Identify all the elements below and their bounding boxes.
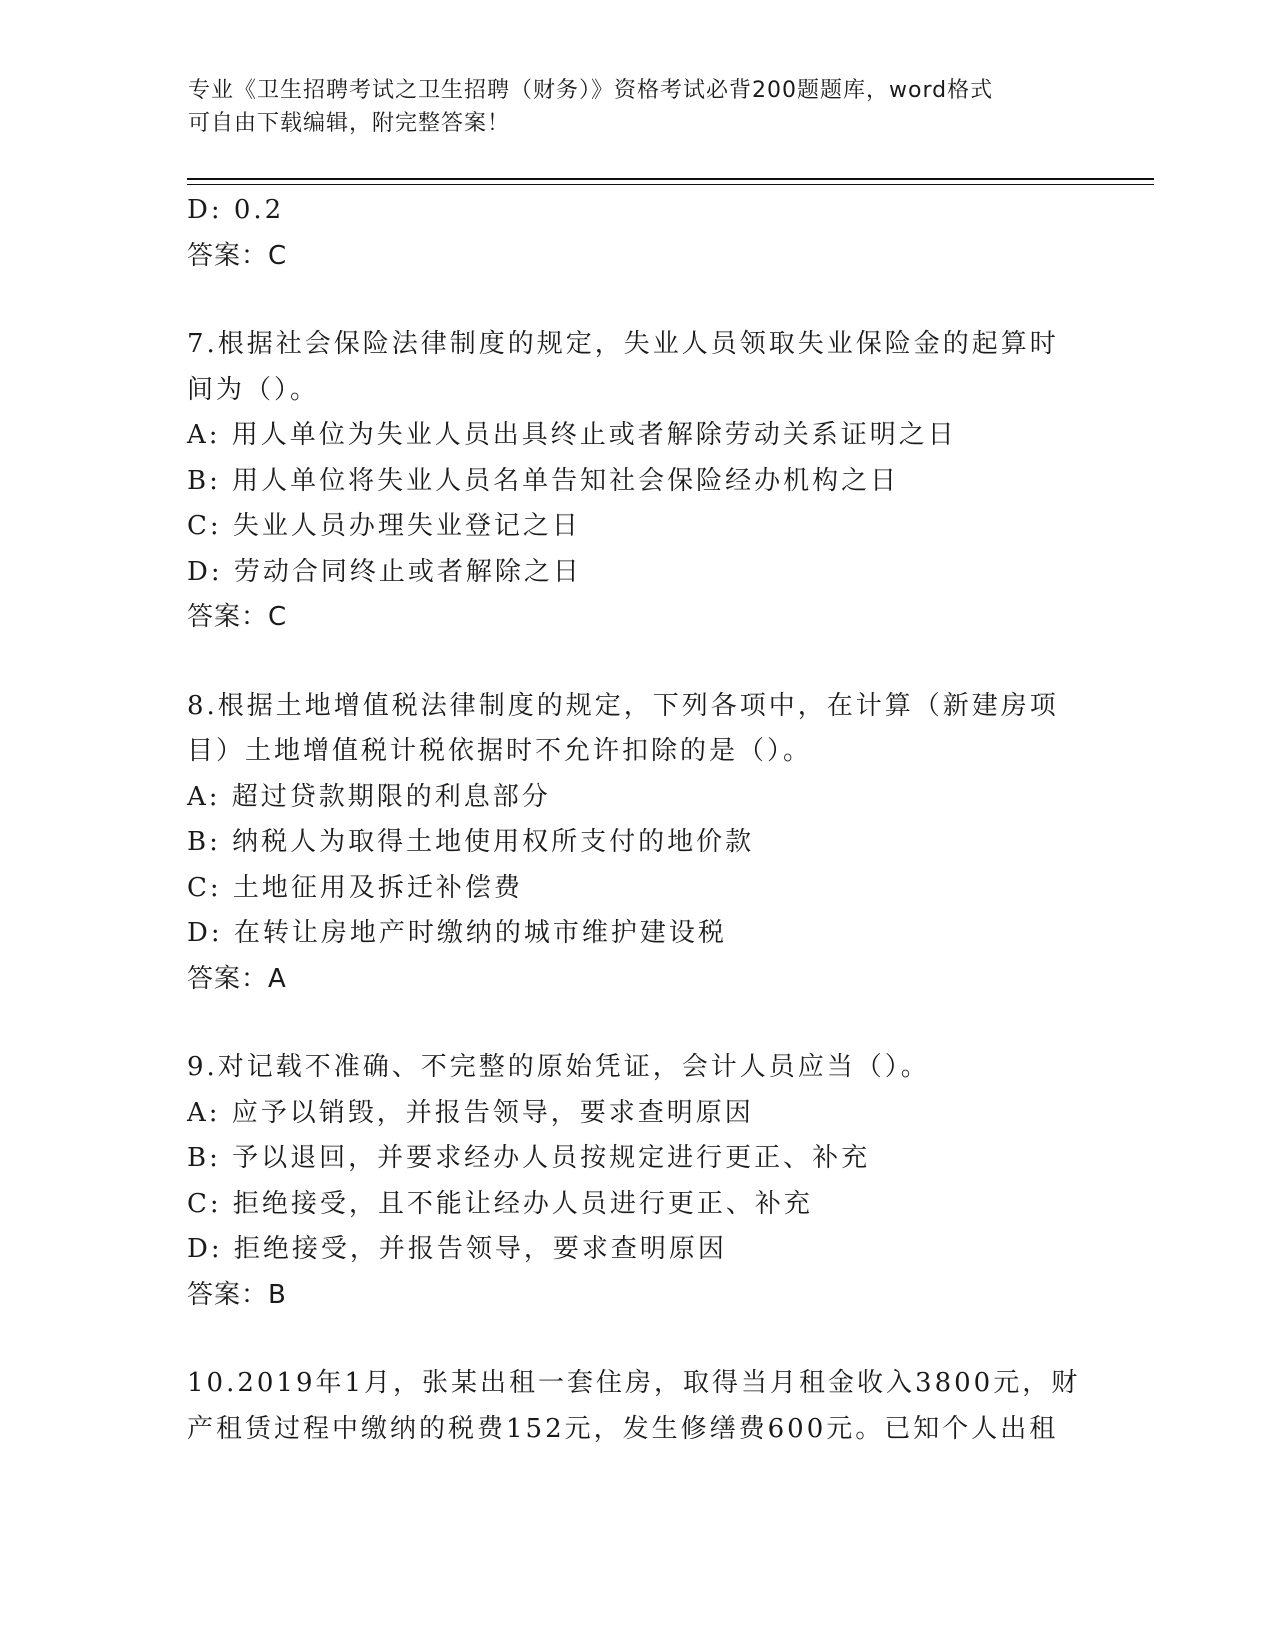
spacer [187,1318,1087,1361]
answer: 答案：B [187,1279,287,1310]
answer: 答案：C [187,240,288,271]
option-d: D: 在转让房地产时缴纳的城市维护建设税 [187,918,727,948]
option-d: D: 劳动合同终止或者解除之日 [187,556,582,587]
option-d: D: 拒绝接受，并报告领导，要求查明原因 [187,1234,727,1264]
option-b: B: 用人单位将失业人员名单告知社会保险经办机构之日 [187,465,900,496]
option-a: A: 应予以销毁，并报告领导，要求查明原因 [187,1097,754,1128]
option-a: A: 超过贷款期限的利息部分 [187,781,551,812]
question-stem: 10.2019年1月，张某出租一套住房，取得当月租金收入3800元，财 [187,1368,1081,1398]
header-line-1: 专业《卫生招聘考试之卫生招聘（财务）》资格考试必背200题题库，word格式 [188,78,994,103]
question-stem: 9.对记载不准确、不完整的原始凭证，会计人员应当（）。 [187,1052,930,1082]
header-rule-thick [187,178,1154,180]
option-c: C: 土地征用及拆迁补偿费 [187,872,523,903]
question-stem: 产租赁过程中缴纳的税费152元，发生修缮费600元。已知个人出租 [187,1413,1059,1444]
option-a: A: 用人单位为失业人员出具终止或者解除劳动关系证明之日 [187,420,957,450]
question-stem: 目）土地增值税计税依据时不允许扣除的是（）。 [187,736,813,766]
question-10 [187,1361,1087,1452]
spacer [187,641,1087,684]
question-9 [187,1045,1087,1318]
question-stem: 7.根据社会保险法律制度的规定，失业人员领取失业保险金的起算时 [187,329,1059,359]
question-content [187,188,1087,1452]
spacer [187,1002,1087,1045]
option-b: B: 予以退回，并要求经办人员按规定进行更正、补充 [187,1143,871,1173]
header-line-2: 可自由下载编辑，附完整答案！ [188,111,511,136]
question-7 [187,322,1087,641]
option-c: C: 拒绝接受，且不能让经办人员进行更正、补充 [187,1188,813,1219]
option-d: D: 0.2 [187,195,285,225]
question-stem: 间为（）。 [187,374,320,405]
question-stem: 8.根据土地增值税法律制度的规定，下列各项中，在计算（新建房项 [187,690,1059,721]
option-b: B: 纳税人为取得土地使用权所支付的地价款 [187,827,755,857]
answer: 答案：A [187,963,287,994]
header-rule-thin [187,184,1154,185]
spacer [187,279,1087,322]
answer: 答案：C [187,602,288,632]
question-8 [187,684,1087,1003]
option-c: C: 失业人员办理失业登记之日 [187,511,581,541]
document-header [188,74,1068,140]
